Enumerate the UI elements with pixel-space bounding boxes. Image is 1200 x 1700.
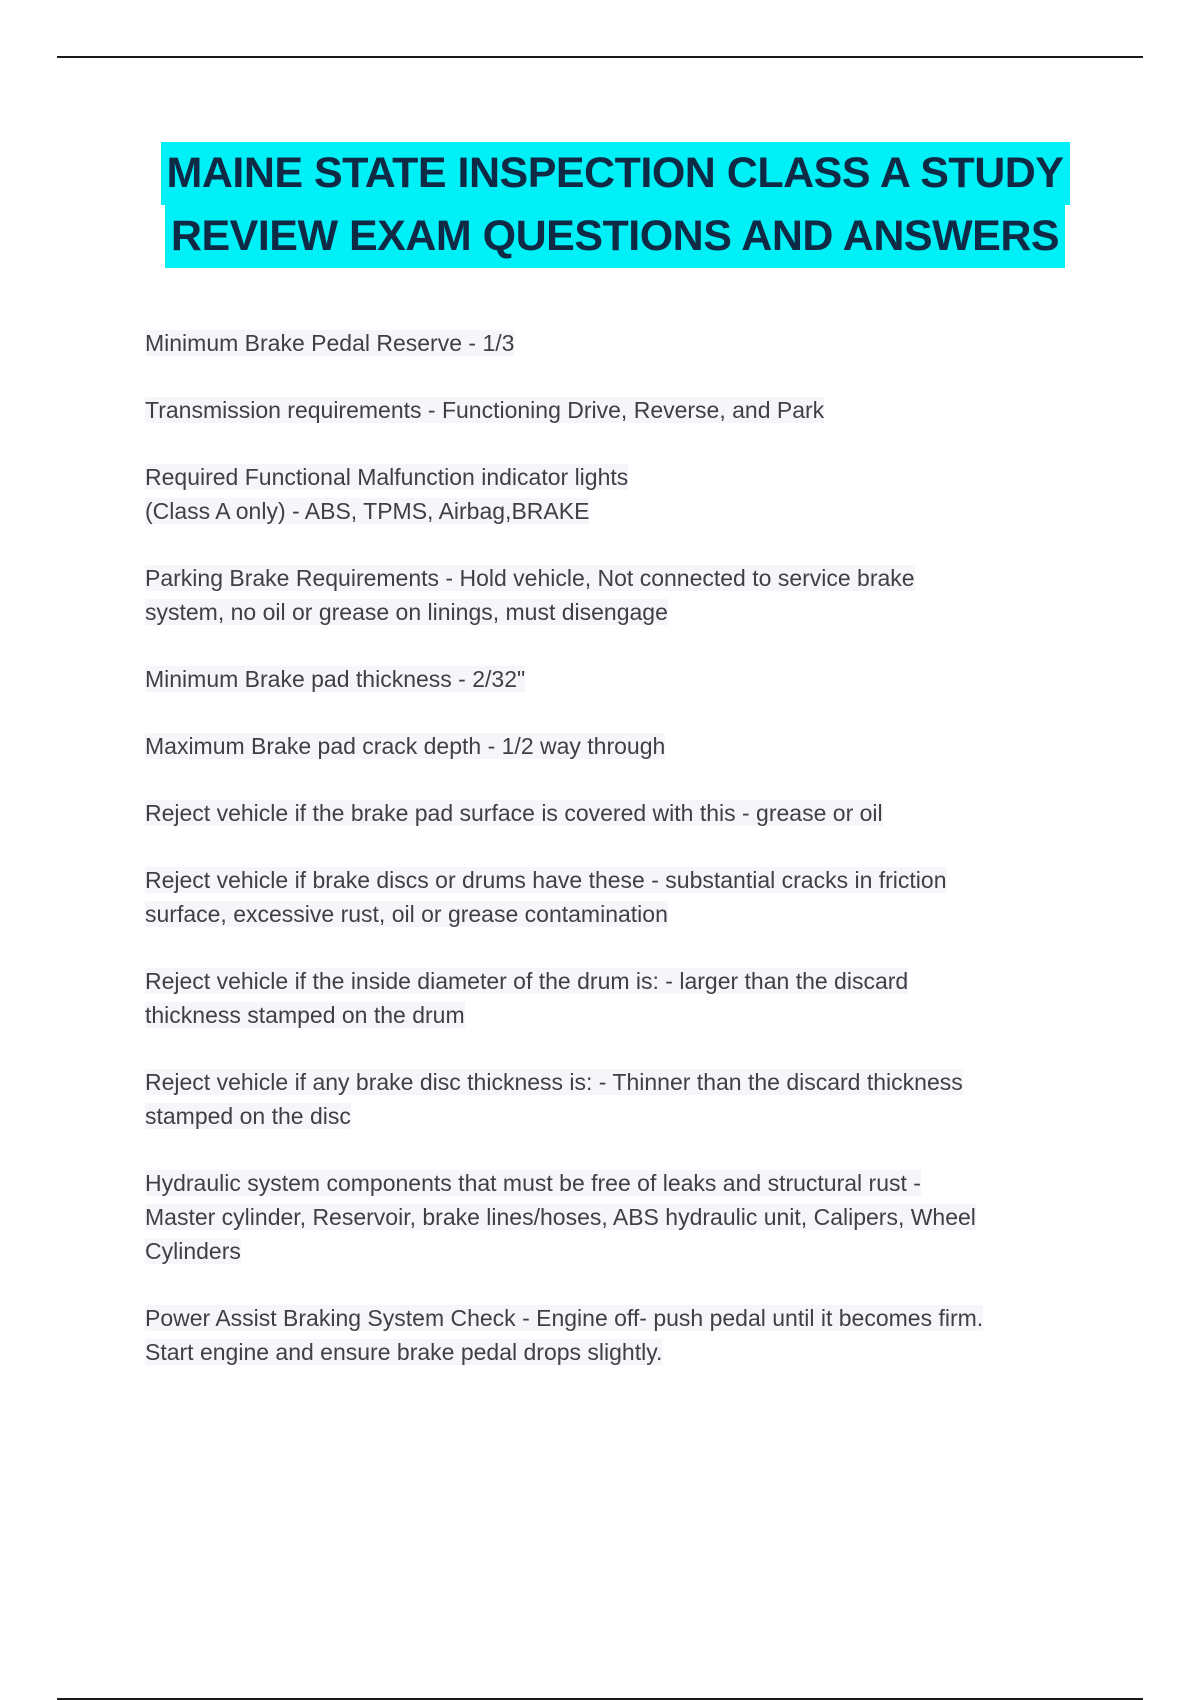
qa-text: Power Assist Braking System Check - Engine off- push pedal until it becomes firm. Start engine and ensure brake pedal drops slightly.: [145, 1305, 984, 1365]
qa-text: Reject vehicle if the brake pad surface is covered with this - grease or oil: [145, 800, 883, 826]
qa-text: Hydraulic system components that must be free of leaks and structural rust - Master cylinder, Reservoir, brake lines/hoses, ABS hydraulic unit, Calipers, Wheel Cylinders: [145, 1170, 976, 1264]
qa-item: [145, 964, 1090, 1032]
qa-text: Reject vehicle if the inside diameter of the drum is: - larger than the discard thickness stamped on the drum: [145, 968, 909, 1028]
qa-item: [145, 1065, 1090, 1133]
qa-text: Reject vehicle if any brake disc thickness is: - Thinner than the discard thickness stamped on the disc: [145, 1069, 963, 1129]
top-rule: [57, 56, 1143, 58]
qa-item: [145, 1166, 1090, 1268]
qa-item: [145, 561, 1090, 629]
qa-text: Reject vehicle if brake discs or drums have these - substantial cracks in friction surface, excessive rust, oil or grease contamination: [145, 867, 947, 927]
qa-item: [145, 326, 1090, 360]
qa-text: Minimum Brake Pedal Reserve - 1/3: [145, 330, 515, 356]
qa-item: [145, 1301, 1090, 1369]
qa-text: Transmission requirements - Functioning Drive, Reverse, and Park: [145, 397, 825, 423]
document-title: [145, 142, 1085, 268]
qa-text: Maximum Brake pad crack depth - 1/2 way through: [145, 733, 666, 759]
qa-item: [145, 662, 1090, 696]
qa-text: Required Functional Malfunction indicator lights (Class A only) - ABS, TPMS, Airbag,BRAKE: [145, 464, 629, 524]
qa-item: [145, 863, 1090, 931]
qa-item: [145, 460, 1090, 528]
qa-item: [145, 393, 1090, 427]
title-line-1: MAINE STATE INSPECTION CLASS A STUDY: [161, 142, 1070, 205]
qa-text: Minimum Brake pad thickness - 2/32": [145, 666, 526, 692]
qa-text: Parking Brake Requirements - Hold vehicle, Not connected to service brake system, no oil or grease on linings, must disengage: [145, 565, 915, 625]
title-line-2: REVIEW EXAM QUESTIONS AND ANSWERS: [165, 205, 1065, 268]
qa-list: [145, 326, 1090, 1402]
qa-item: [145, 729, 1090, 763]
qa-item: [145, 796, 1090, 830]
